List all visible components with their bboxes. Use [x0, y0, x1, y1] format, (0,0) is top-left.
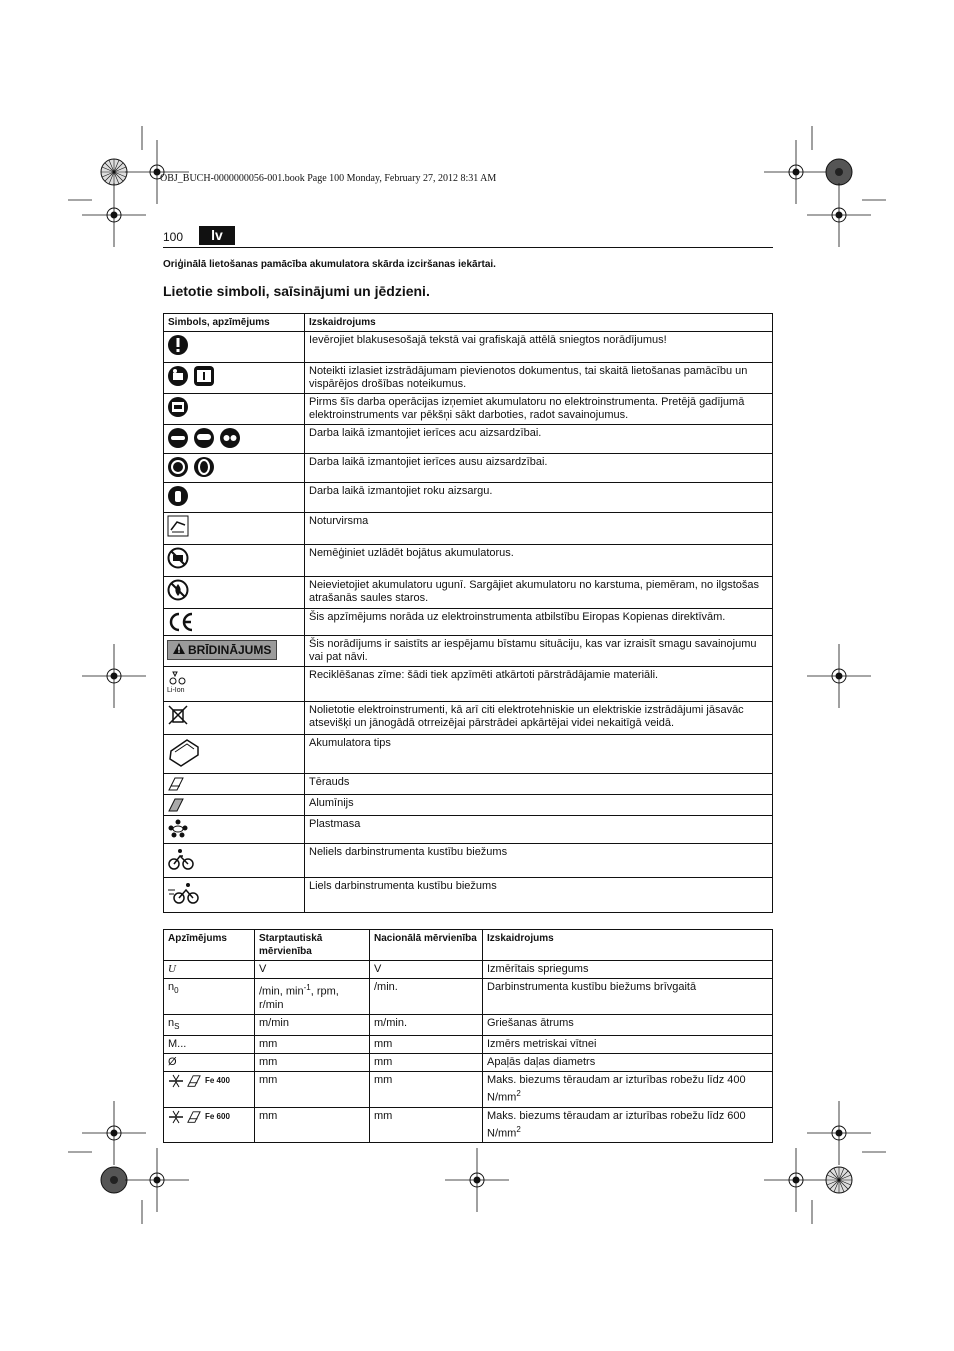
symbol-cell [164, 844, 305, 878]
nat-unit-cell [370, 961, 483, 979]
symbol-cell [164, 774, 305, 795]
no-fire-icon [167, 579, 189, 601]
symbol-cell [164, 545, 305, 577]
unit-explanation: Darbinstrumenta kustību biežums brīvgaitā [487, 981, 697, 993]
unit-explanation-exponent: 2 [516, 1124, 521, 1134]
unit-explanation-exponent: 2 [516, 1088, 521, 1098]
table-row [164, 332, 773, 363]
header-designation: Apzīmējums [164, 930, 255, 961]
steel-icon [184, 1075, 202, 1087]
table-row [164, 425, 773, 454]
steel-icon [167, 776, 185, 792]
explanation-cell: Darba laikā izmantojiet ierīces acu aizsardzībai. [305, 425, 773, 454]
symbol-cell [164, 454, 305, 483]
table-row [164, 483, 773, 513]
unit-explanation: Izmērs metriskai vītnei [487, 1037, 597, 1050]
table-row [164, 667, 773, 702]
table-row [164, 702, 773, 735]
designation-subscript: S [174, 1021, 180, 1031]
table-row [164, 844, 773, 878]
symbol-cell [164, 702, 305, 735]
unit-explanation-cell [483, 1071, 773, 1107]
symbol-cell [164, 394, 305, 425]
explanation-cell: Alumīnijs [305, 795, 773, 816]
intl-unit-cell [255, 1014, 370, 1035]
explanation-cell: Darba laikā izmantojiet ierīces ausu aizsardzībai. [305, 454, 773, 483]
intl-unit-cell [255, 979, 370, 1015]
section-title: Lietotie simboli, saīsinājumi un jēdzieni. [163, 283, 430, 299]
designation-cell [164, 1107, 255, 1143]
explanation-cell: Akumulatora tips [305, 735, 773, 774]
ear-protection-icon [167, 456, 189, 478]
table-row [164, 979, 773, 1015]
unit-explanation-cell [483, 1053, 773, 1071]
aluminium-icon [167, 797, 185, 813]
table-row [164, 1035, 773, 1053]
explanation-cell: Noteikti izlasiet izstrādājumam pievienotos dokumentus, tai skaitā lietošanas pamācību un vispārējos drošības noteikumus. [305, 363, 773, 394]
unit-explanation-cell [483, 979, 773, 1015]
grip-surface-icon [167, 515, 189, 537]
table-row [164, 577, 773, 609]
unit-explanation-cell [483, 961, 773, 979]
battery-type-icon [167, 737, 201, 769]
table-row [164, 545, 773, 577]
table-row [164, 513, 773, 545]
table-row [164, 961, 773, 979]
intl-unit-tail: , rpm, r/min [259, 985, 339, 1011]
units-table [163, 929, 773, 1143]
nat-unit: mm [374, 1109, 393, 1122]
unit-explanation: Griešanas ātrums [487, 1016, 574, 1029]
designation-cell [164, 979, 255, 1015]
no-charge-damaged-icon [167, 547, 189, 569]
unit-explanation-cell [483, 1014, 773, 1035]
file-info-line: OBJ_BUCH-0000000056-001.book Page 100 Monday, February 27, 2012 8:31 AM [160, 173, 497, 184]
table-row [164, 363, 773, 394]
table-header-row [164, 930, 773, 961]
intl-unit-cell [255, 961, 370, 979]
ce-mark-icon [167, 611, 195, 633]
intl-unit: mm [259, 1037, 278, 1050]
nat-unit: mm [374, 1037, 393, 1050]
max-thickness-icon [168, 1075, 184, 1087]
unit-explanation: Izmērītais spriegums [487, 963, 589, 975]
material-label: Fe 400 [205, 1076, 230, 1086]
symbol-cell [164, 816, 305, 844]
explanation-cell: Ievērojiet blakusesošajā tekstā vai grafiskajā attēlā sniegtos norādījumus! [305, 332, 773, 363]
explanation-cell: Šis norādījums ir saistīts ar iespējamu bīstamu situāciju, kas var izraisīt smagu savainojumu vai pat nāvi. [305, 636, 773, 667]
explanation-cell: Tērauds [305, 774, 773, 795]
warning-triangle-icon [173, 643, 185, 657]
max-thickness-icon [168, 1110, 184, 1122]
ear-plug-icon [193, 456, 215, 478]
explanation-cell: Šis apzīmējums norāda uz elektroinstrumenta atbilstību Eiropas Kopienas direktīvām. [305, 609, 773, 636]
nat-unit: V [374, 963, 382, 975]
symbol-cell [164, 513, 305, 545]
document-subtitle: Oriģinālā lietošanas pamācība akumulatora skārda izciršanas iekārtai. [163, 259, 496, 270]
table-row [164, 636, 773, 667]
goggles-icon [193, 427, 215, 449]
symbol-cell [164, 332, 305, 363]
symbol-cell [164, 667, 305, 702]
nat-unit-cell [370, 1053, 483, 1071]
table-row [164, 454, 773, 483]
remove-battery-icon [167, 396, 189, 418]
table-row [164, 878, 773, 913]
designation-cell [164, 961, 255, 979]
symbols-table [163, 313, 773, 913]
symbol-cell [164, 425, 305, 454]
symbol-cell [164, 795, 305, 816]
symbol-cell [164, 363, 305, 394]
unit-explanation: Maks. biezums tēraudam ar izturības robežu līdz 400 N/mm [487, 1073, 746, 1104]
designation-cell [164, 1053, 255, 1071]
symbol-cell [164, 735, 305, 774]
plastic-icon [167, 818, 189, 838]
read-manual-icon [167, 365, 189, 387]
nat-unit-cell [370, 1014, 483, 1035]
designation-symbol: U [168, 963, 176, 975]
explanation-cell: Nolietotie elektroinstrumenti, kā arī citi elektrotehniskie un elektriskie izstrādājumi jāsavāc atsevišķi un jānogādā otrreizējai pārstrādei apkārtējai videi nekaitīgā veidā. [305, 702, 773, 735]
table-row [164, 735, 773, 774]
designation-symbol: Ø [168, 1055, 177, 1068]
intl-unit-cell [255, 1053, 370, 1071]
table-row [164, 1071, 773, 1107]
fast-bike-icon [167, 880, 201, 906]
language-tab: lv [199, 226, 235, 245]
intl-unit: V [259, 963, 267, 975]
info-book-icon [193, 365, 215, 387]
unit-explanation: Apaļās daļas diametrs [487, 1055, 596, 1068]
explanation-cell: Plastmasa [305, 816, 773, 844]
table-row [164, 1107, 773, 1143]
steel-icon [184, 1110, 202, 1122]
table-row [164, 609, 773, 636]
nat-unit-cell [370, 1071, 483, 1107]
designation-cell [164, 1071, 255, 1107]
table-row [164, 1053, 773, 1071]
nat-unit: mm [374, 1073, 393, 1086]
header-explanation: Izskaidrojums [483, 930, 773, 961]
crossed-bin-icon [167, 704, 189, 726]
header-rule [163, 247, 773, 248]
symbol-cell [164, 483, 305, 513]
nat-unit-cell [370, 979, 483, 1015]
symbol-cell [164, 636, 305, 667]
table-header-row [164, 314, 773, 332]
intl-unit-cell [255, 1035, 370, 1053]
warning-badge-label: BRĪDINĀJUMS [188, 643, 272, 657]
li-ion-label: Li-Ion [167, 687, 185, 694]
intl-unit: m/min [259, 1016, 289, 1029]
slow-bike-icon [167, 846, 195, 872]
top-corner-marks [68, 126, 886, 247]
header-symbol: Simbols, apzīmējums [164, 314, 305, 332]
header-explanation: Izskaidrojums [305, 314, 773, 332]
explanation-cell: Nemēģiniet uzlādēt bojātus akumulatorus. [305, 545, 773, 577]
symbol-cell [164, 577, 305, 609]
symbol-cell [164, 878, 305, 913]
designation-symbol: n [168, 1016, 175, 1029]
intl-unit-cell [255, 1071, 370, 1107]
glasses-icon [219, 427, 241, 449]
designation-subscript: 0 [174, 986, 179, 996]
intl-unit: /min, min [259, 985, 304, 998]
table-row [164, 816, 773, 844]
designation-symbol: n [168, 981, 175, 993]
nat-unit: mm [374, 1055, 393, 1068]
page-number: 100 [163, 230, 184, 244]
unit-explanation: Maks. biezums tēraudam ar izturības robežu līdz 600 N/mm [487, 1109, 746, 1140]
intl-unit-cell [255, 1107, 370, 1143]
table-row [164, 1014, 773, 1035]
table-row [164, 795, 773, 816]
glove-icon [167, 485, 189, 507]
nat-unit: /min. [374, 981, 398, 993]
unit-explanation-cell [483, 1035, 773, 1053]
explanation-cell: Darba laikā izmantojiet roku aizsargu. [305, 483, 773, 513]
intl-unit: mm [259, 1109, 278, 1122]
table-row [164, 394, 773, 425]
nat-unit-cell [370, 1035, 483, 1053]
intl-unit: mm [259, 1073, 278, 1086]
nat-unit-cell [370, 1107, 483, 1143]
designation-symbol: M... [168, 1037, 187, 1050]
warning-badge [167, 640, 277, 660]
explanation-cell: Liels darbinstrumenta kustību biežums [305, 878, 773, 913]
intl-unit: mm [259, 1055, 278, 1068]
designation-cell [164, 1035, 255, 1053]
explanation-cell: Neliels darbinstrumenta kustību biežums [305, 844, 773, 878]
explanation-cell: Neievietojiet akumulatoru ugunī. Sargājiet akumulatoru no karstuma, piemēram, no ilgstošas atrašanās saules staros. [305, 577, 773, 609]
explanation-cell: Reciklēšanas zīme: šādi tiek apzīmēti atkārtoti pārstrādājamie materiāli. [305, 667, 773, 702]
header-intl-unit: Starptautiskā mērvienība [255, 930, 370, 961]
exclamation-icon [167, 334, 189, 356]
nat-unit: m/min. [374, 1016, 407, 1029]
material-label: Fe 600 [205, 1112, 230, 1121]
symbol-cell [164, 609, 305, 636]
table-row [164, 774, 773, 795]
designation-cell [164, 1014, 255, 1035]
explanation-cell: Pirms šīs darba operācijas izņemiet akumulatoru no elektroinstrumenta. Pretējā gadījumā elektroinstruments var pēkšņi sākt darboties, radot savainojumus. [305, 394, 773, 425]
eye-protection-icon [167, 427, 189, 449]
intl-unit-exponent: -1 [303, 983, 311, 992]
explanation-cell: Noturvirsma [305, 513, 773, 545]
unit-explanation-cell [483, 1107, 773, 1143]
header-nat-unit: Nacionālā mērvienība [370, 930, 483, 961]
